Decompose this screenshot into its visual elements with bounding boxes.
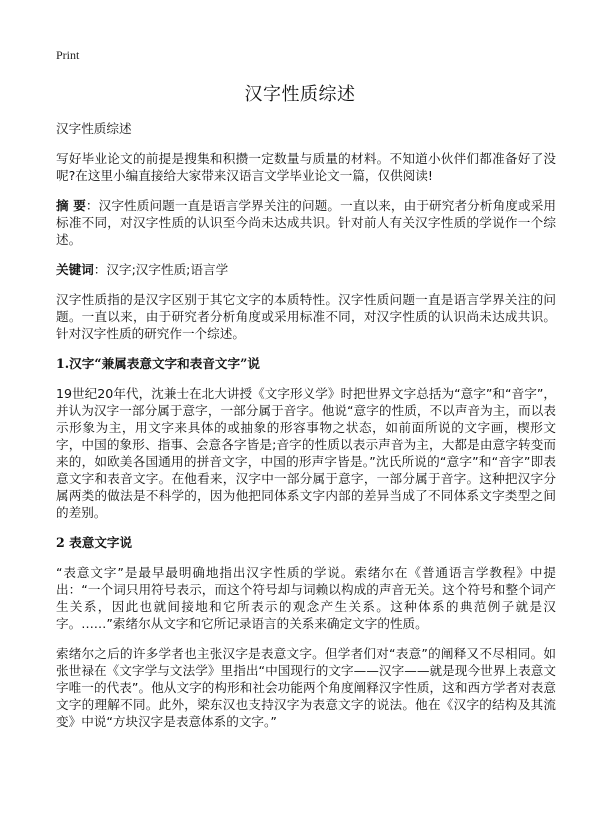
- page-title: 汉字性质综述: [244, 84, 356, 105]
- section-2-heading: 2 表意文字说: [56, 535, 133, 550]
- document-body: [56, 120, 556, 743]
- section-1-paragraph: 19世纪20年代，沈兼士在北大讲授《文字形义学》时把世界文字总括为“意字”和“音字”，并认为汉字一部分属于意字，一部分属于音字。他说“意字的性质，不以声音为主，而以表示形象为主，用文字来具体的或抽象的形容事物之状态，如前面所说的文字画，楔形文字，中国的象形、指事、会意各字皆是;音字的性质以表示声音为主，大都是由意字转变而来的，如欧美各国通用的拼音文字，中国的形声字皆是。”沈氏所说的“意字”和“音字”即表意文字和表音文字。在他看来，汉字中一部分属于意字，一部分属于音字。这种把汉字分属两类的做法是不科学的，因为他把同体系文字内部的差异当成了不同体系文字类型之间的差别。: [56, 386, 556, 520]
- print-label: Print: [56, 48, 80, 62]
- body-paragraph-1: 汉字性质指的是汉字区别于其它文字的本质特性。汉字性质问题一直是语言学界关注的问题。一直以来，由于研究者分析角度或采用标准不同，对汉字性质的认识尚未达成共识。针对汉字性质的研究作一个综述。: [56, 292, 556, 341]
- keywords-paragraph: [56, 261, 556, 278]
- section-2-paragraph-2: 索绪尔之后的许多学者也主张汉字是表意文字。但学者们对“表意”的阐释又不尽相同。如张世禄在《文字学与文法学》里指出“中国现行的文字——汉字——就是现今世界上表意文字唯一的代表”。他从文字的构形和社会功能两个角度阐释汉字性质，这和西方学者对表意文字的理解不同。此外，梁东汉也支持汉字为表意文字的说法。他在《汉字的结构及其流变》中说“方块汉字是表意体系的文字。”: [56, 646, 556, 729]
- abstract-text: ：汉字性质问题一直是语言学界关注的问题。一直以来，由于研究者分析角度或采用标准不同，对汉字性质的认识至今尚未达成共识。针对前人有关汉字性质的学说作一个综述。: [56, 198, 557, 247]
- section-1-heading: 1.汉字“兼属表意文字和表音文字”说: [56, 356, 260, 371]
- abstract-paragraph: [56, 197, 556, 248]
- abstract-label: 摘 要: [56, 198, 86, 213]
- document-subtitle: 汉字性质综述: [56, 121, 132, 136]
- section-2-paragraph-1: “表意文字”是最早最明确地指出汉字性质的学说。索绪尔在《普通语言学教程》中提出：“一个词只用符号表示，而这个符号却与词赖以构成的声音无关。这个符号和整个词产生关系，因此也就间接地和它所表示的观念产生关系。这种体系的典范例子就是汉字。……”索绪尔从文字和它所记录语言的关系来确定文字的性质。: [56, 565, 556, 631]
- intro-paragraph: 写好毕业论文的前提是搜集和积攒一定数量与质量的材料。不知道小伙伴们都准备好了没呢?在这里小编直接给大家带来汉语言文学毕业论文一篇，仅供阅读!: [56, 151, 556, 183]
- keywords-label: 关键词: [56, 262, 94, 277]
- keywords-text: ：汉字;汉字性质;语言学: [93, 262, 229, 277]
